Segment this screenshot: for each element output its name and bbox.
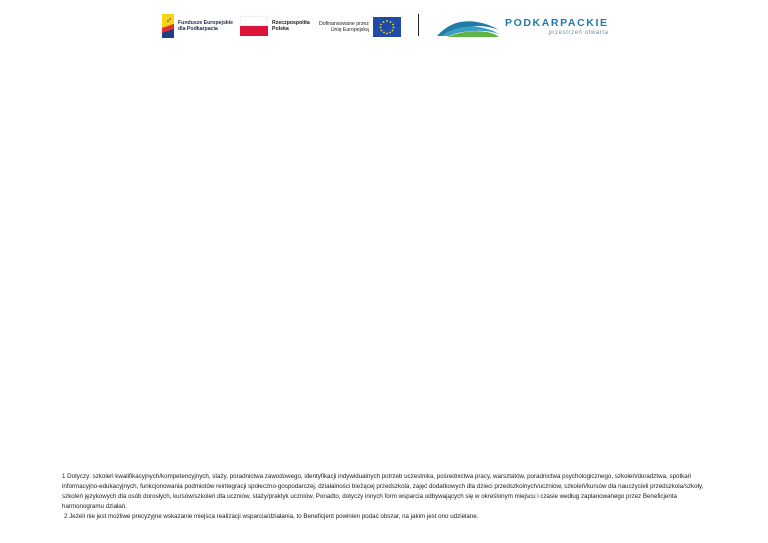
polish-flag-icon — [240, 16, 268, 36]
footnote-2: 2 Jeżeli nie jest możliwe precyzyjne wskazanie miejsca realizacji wsparcia/działania, to Beneficjent powinien podać obszar, na jakim jest ono udzielane. — [64, 513, 479, 520]
fundusze-europejskie-label: Fundusze Europejskie dla Podkarpacia — [178, 20, 234, 32]
footnotes — [62, 472, 712, 522]
logo-bar — [0, 0, 768, 48]
dofinansowane-ue-label: Dofinansowane przez Unię Europejską — [319, 21, 369, 33]
podkarpackie-wave-icon — [437, 16, 499, 38]
rzeczpospolita-polska-logo — [240, 14, 310, 38]
rzeczpospolita-polska-label: Rzeczpospolita Polska — [272, 20, 310, 32]
fundusze-europejskie-logo — [162, 14, 233, 38]
footnote-1: 1 Dotyczy: szkoleń kwalifikacyjnych/kompetencyjnych, staży, poradnictwa zawodowego, identyfikacji indywidualnych potrzeb uczestnika, pośrednictwa pracy, warsztatów, poradnictwa psychologicznego, szkoleń/doradztwa, spotkań informacyjno-edukacyjnych, funkcjonowania podmiotów reintegracji społeczno-gospodarczej, działalności bieżącej przedszkola, zajęć dodatkowych dla dzieci przedszkolnych/uczniów, szkoleń/kursów dla nauczycieli przedszkola/szkoły, szkoleń językowych dla osób dorosłych, kursów/szkoleń dla uczniów, staży/praktyk uczniów. Ponadto, dotyczy innych form wsparcia odbywających się w określonym miejscu i czasie według zaplanowanego przez Beneficjenta harmonogramu działań. — [62, 473, 704, 510]
unia-europejska-logo — [319, 16, 401, 38]
logo-separator — [418, 14, 419, 36]
fundusze-europejskie-icon — [162, 14, 174, 38]
podkarpackie-tagline: przestrzeń otwarta — [548, 29, 609, 36]
podkarpackie-logo — [437, 14, 609, 40]
eu-flag-icon — [373, 17, 401, 37]
podkarpackie-name: PODKARPACKIE — [505, 16, 609, 29]
podkarpackie-text — [505, 18, 609, 37]
